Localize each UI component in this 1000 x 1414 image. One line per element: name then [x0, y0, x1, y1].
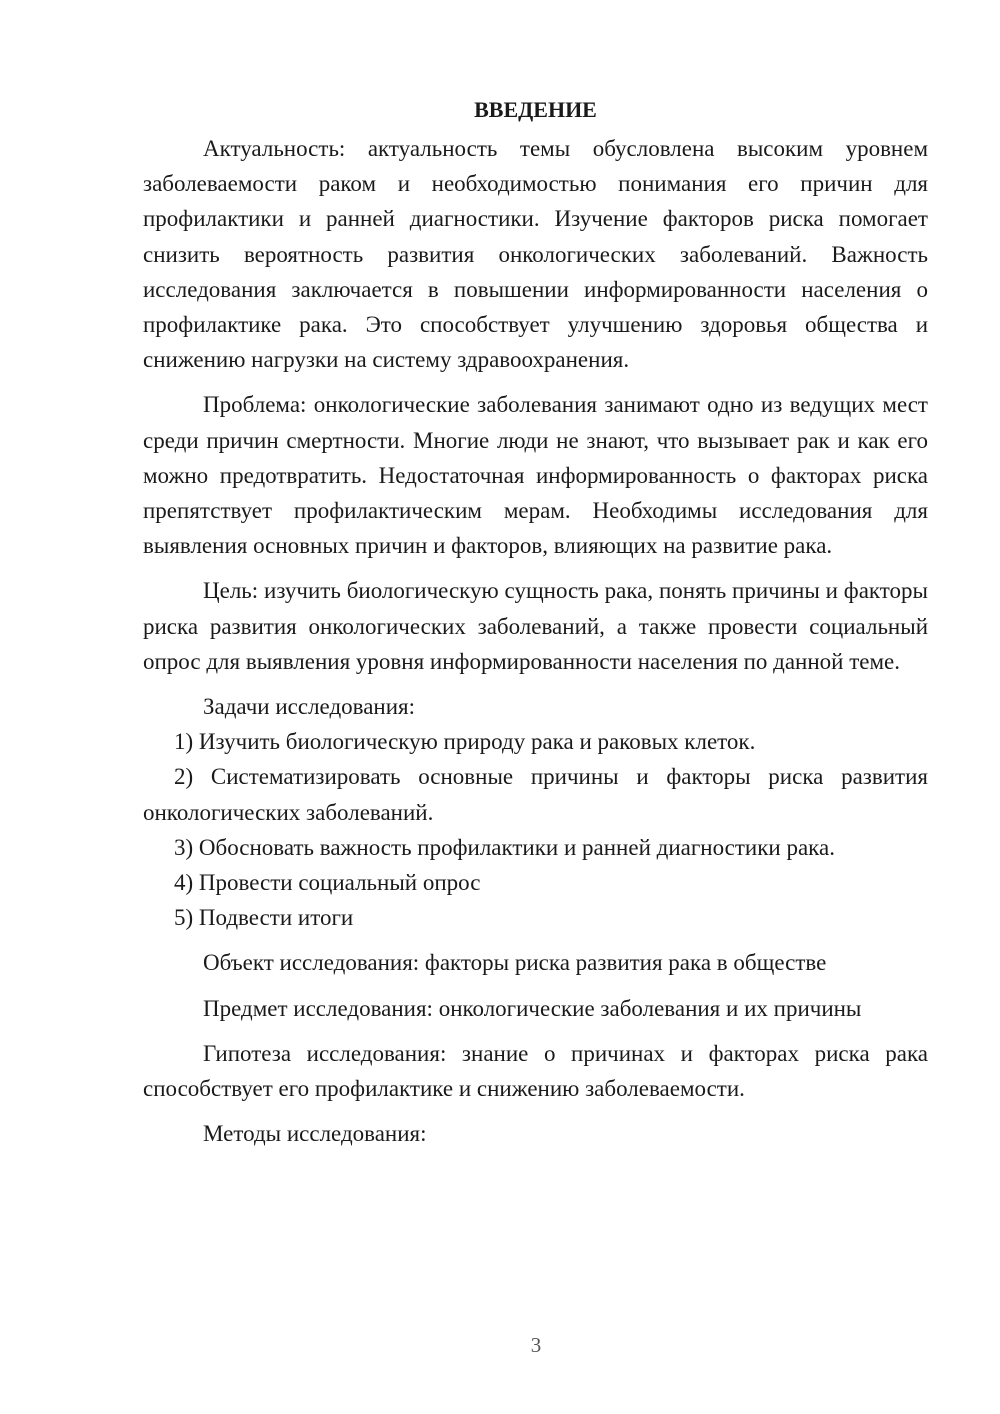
task-item: 1) Изучить биологическую природу рака и раковых клеток. [174, 729, 756, 755]
goal-paragraph: Цель: изучить биологическую сущность рака, понять причины и факторы риска развития онкологических заболеваний, а также провести социальный опрос для выявления уровня информированности населения по данной теме. [143, 578, 928, 674]
problem-paragraph: Проблема: онкологические заболевания занимают одно из ведущих мест среди причин смертности. Многие люди не знают, что вызывает рак и как его можно предотвратить. Недостаточная информированность о факторах риска препятствует профилактическим мерам. Необходимы исследования для выявления основных причин и факторов, влияющих на развитие рака. [143, 392, 928, 559]
task-item: 2) Систематизировать основные причины и факторы риска развития онкологических заболеваний. [143, 764, 928, 825]
object-paragraph: Объект исследования: факторы риска развития рака в обществе [203, 950, 827, 976]
document-page [143, 95, 928, 1151]
task-item: 5) Подвести итоги [174, 905, 354, 931]
relevance-paragraph: Актуальность: актуальность темы обусловлена высоким уровнем заболеваемости раком и необходимостью понимания его причин для профилактики и ранней диагностики. Изучение факторов риска помогает снизить вероятность развития онкологических заболеваний. Важность исследования заключается в повышении информированности населения о профилактике рака. Это способствует улучшению здоровья общества и снижению нагрузки на систему здравоохранения. [143, 136, 928, 373]
methods-heading: Методы исследования: [203, 1121, 427, 1147]
hypothesis-paragraph: Гипотеза исследования: знание о причинах и факторах риска рака способствует его профилактике и снижению заболеваемости. [143, 1040, 928, 1102]
page-title: ВВЕДЕНИЕ [474, 97, 597, 122]
tasks-heading: Задачи исследования: [203, 694, 416, 720]
task-item: 4) Провести социальный опрос [174, 870, 481, 896]
task-item: 3) Обосновать важность профилактики и ранней диагностики рака. [174, 834, 835, 860]
subject-paragraph: Предмет исследования: онкологические заболевания и их причины [203, 995, 862, 1021]
page-number: 3 [530, 1333, 542, 1357]
